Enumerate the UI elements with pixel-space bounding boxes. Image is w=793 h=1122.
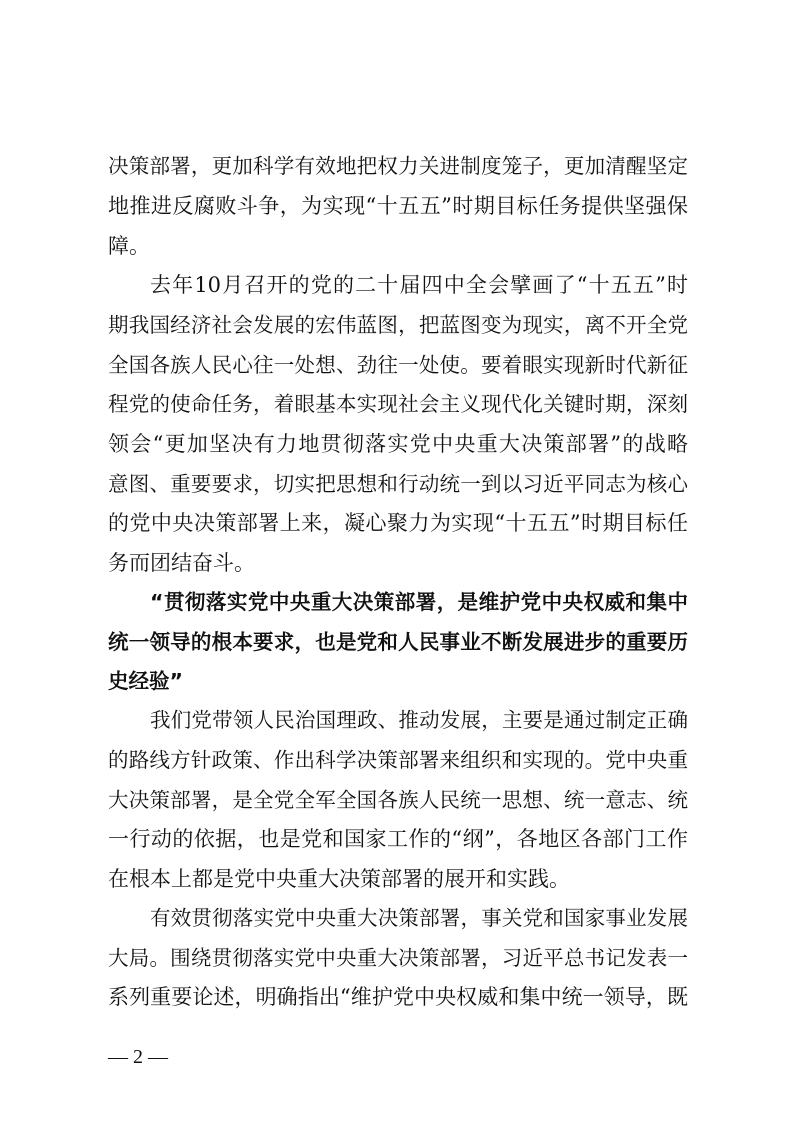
paragraph-4-line-2: 大局。围绕贯彻落实党中央重大决策部署，习近平总书记发表一: [108, 946, 688, 970]
paragraph-2-line-7: 的党中央决策部署上来，凝心聚力为实现“十五五”时期目标任: [108, 511, 688, 535]
paragraph-2-line-6: 意图、重要要求，切实把思想和行动统一到以习近平同志为核心: [108, 472, 688, 496]
paragraph-3-line-1: 我们党带领人民治国理政、推动发展，主要是通过制定正确: [150, 708, 688, 732]
page-number: — 2 —: [108, 1046, 168, 1068]
paragraph-2-line-2: 期我国经济社会发展的宏伟蓝图，把蓝图变为现实，离不开全党: [108, 313, 688, 337]
paragraph-4-line-3: 系列重要论述，明确指出“维护党中央权威和集中统一领导，既: [108, 985, 688, 1009]
paragraph-2-line-1: 去年10月召开的党的二十届四中全会擘画了“十五五”时: [150, 273, 688, 297]
paragraph-2-line-3: 全国各族人民心往一处想、劲往一处使。要着眼实现新时代新征: [108, 353, 688, 377]
section-heading-line-2: 统一领导的根本要求，也是党和人民事业不断发展进步的重要历: [108, 630, 688, 654]
section-heading-line-3: 史经验”: [108, 669, 183, 693]
paragraph-1-line-3: 障。: [108, 234, 150, 258]
paragraph-2-line-5: 领会“更加坚决有力地贯彻落实党中央重大决策部署”的战略: [108, 432, 688, 456]
paragraph-3-line-5: 在根本上都是党中央重大决策部署的展开和实践。: [108, 867, 570, 891]
paragraph-1-line-1: 决策部署，更加科学有效地把权力关进制度笼子，更加清醒坚定: [108, 154, 688, 178]
paragraph-3-line-2: 的路线方针政策、作出科学决策部署来组织和实现的。党中央重: [108, 748, 688, 772]
section-heading-line-1: “贯彻落实党中央重大决策部署，是维护党中央权威和集中: [150, 590, 688, 614]
paragraph-1-line-2: 地推进反腐败斗争，为实现“十五五”时期目标任务提供坚强保: [108, 194, 688, 218]
paragraph-3-line-4: 一行动的依据，也是党和国家工作的“纲”，各地区各部门工作: [108, 827, 688, 851]
paragraph-4-line-1: 有效贯彻落实党中央重大决策部署，事关党和国家事业发展: [150, 906, 688, 930]
paragraph-2-line-8: 务而团结奋斗。: [108, 551, 255, 575]
paragraph-2-line-4: 程党的使命任务，着眼基本实现社会主义现代化关键时期，深刻: [108, 392, 688, 416]
paragraph-3-line-3: 大决策部署，是全党全军全国各族人民统一思想、统一意志、统: [108, 788, 688, 812]
